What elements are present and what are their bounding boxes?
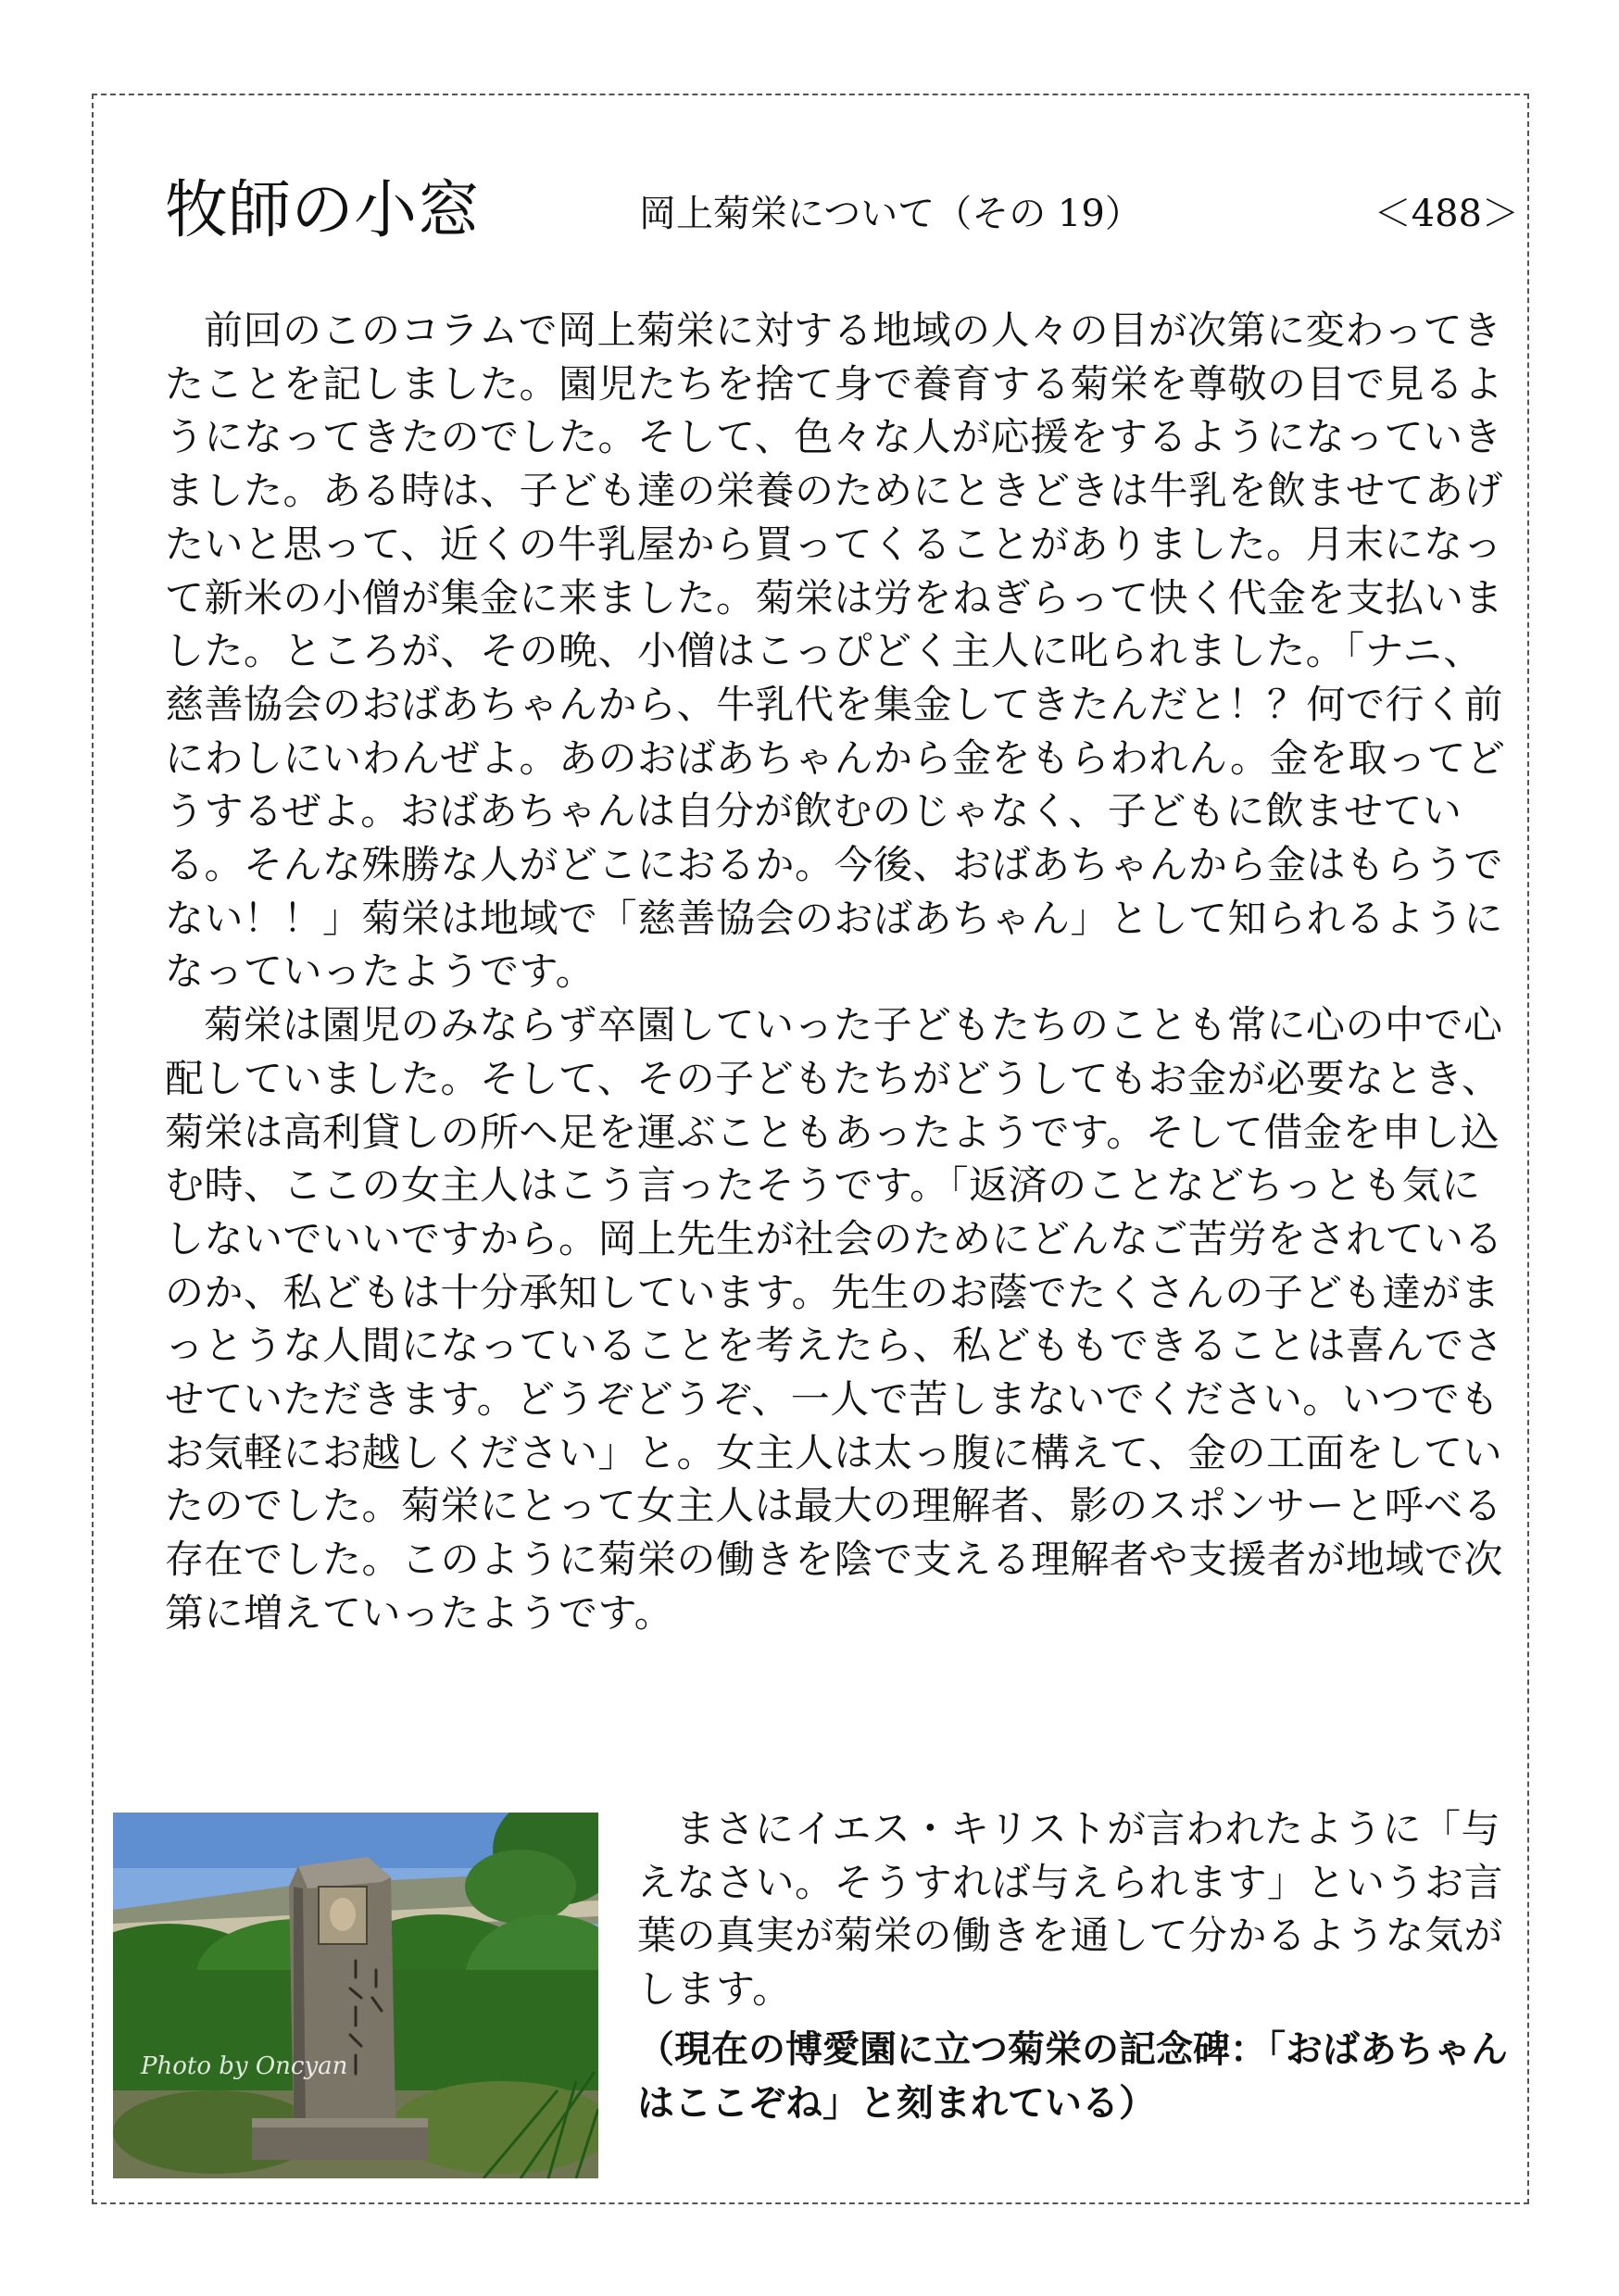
closing-text — [637, 1802, 1519, 2016]
closing-paragraph: まさにイエス・キリストが言われたように「与えなさい。そうすれば与えられます」というお言葉の真実が菊栄の働きを通して分かるような気がします。 — [637, 1806, 1504, 2013]
column-title: 牧師の小窓 — [165, 174, 481, 247]
article-body — [165, 304, 1519, 1640]
memorial-photo — [113, 1813, 598, 2178]
issue-number: ＜488＞ — [1374, 193, 1519, 235]
body-paragraph-2: 菊栄は園児のみならず卒園していった子どもたちのことも常に心の中で心配していました。そして、その子どもたちがどうしてもお金が必要なとき、菊栄は高利貸しの所へ足を運ぶこともあったようです。そして借金を申し込む時、ここの女主人はこう言ったそうです。「返済のことなどちっとも気にしないでいいですから。岡上先生が社会のためにどんなご苦労をされているのか、私どもは十分承知しています。先生のお蔭でたくさんの子ども達がまっとうな人間になっていることを考えたら、私どももできることは喜んでさせていただきます。どうぞどうぞ、一人で苦しまないでください。いつでもお気軽にお越しください」と。女主人は太っ腹に構えて、金の工面をしていたのでした。菊栄にとって女主人は最大の理解者、影のスポンサーと呼べる存在でした。このように菊栄の働きを陰で支える理解者や支援者が地域で次第に増えていったようです。 — [165, 1002, 1504, 1636]
article-subtitle: 岡上菊栄について（その 19） — [639, 193, 1142, 235]
photo-watermark: Photo by Oncyan — [141, 2052, 348, 2080]
body-paragraph-1: 前回のこのコラムで岡上菊栄に対する地域の人々の目が次第に変わってきたことを記しました。園児たちを捨て身で養育する菊栄を尊敬の目で見るようになってきたのでした。そして、色々な人が応援をするようになっていきました。ある時は、子ども達の栄養のためにときどきは牛乳を飲ませてあげたいと思って、近くの牛乳屋から買ってくることがありました。月末になって新米の小僧が集金に来ました。菊栄は労をねぎらって快く代金を支払いました。ところが、その晩、小僧はこっぴどく主人に叱られました。「ナニ、慈善協会のおばあちゃんから、牛乳代を集金してきたんだと！？何で行く前にわしにいわんぜよ。あのおばあちゃんから金をもらわれん。金を取ってどうするぜよ。おばあちゃんは自分が飲むのじゃなく、子どもに飲ませている。そんな殊勝な人がどこにおるか。今後、おばあちゃんから金はもらうでない！！」菊栄は地域で「慈善協会のおばあちゃん」として知られるようになっていったようです。 — [165, 307, 1506, 995]
column-header — [165, 165, 1519, 267]
photo-caption: （現在の博愛園に立つ菊栄の記念碑：「おばあちゃんはここぞね」と刻まれている） — [637, 2028, 1508, 2125]
